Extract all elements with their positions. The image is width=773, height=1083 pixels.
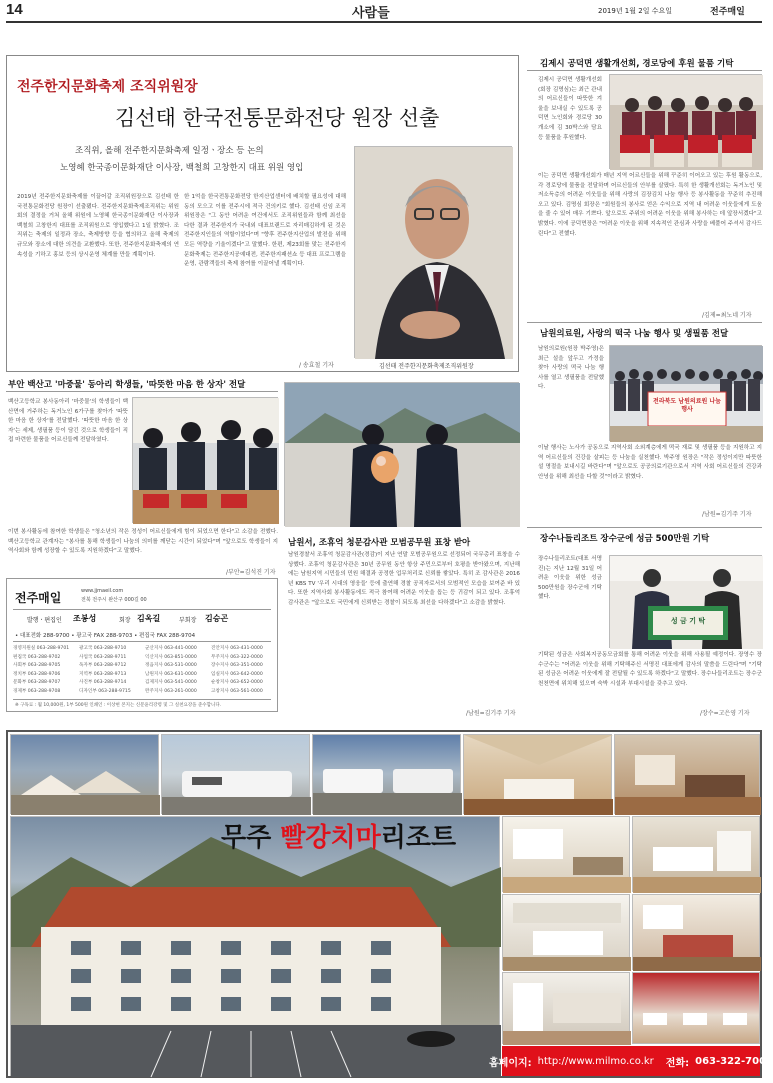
masthead-vice: 김승곤 — [205, 614, 229, 623]
masthead-rule-1 — [13, 609, 271, 610]
police-photo — [284, 382, 519, 526]
namwon-col1: 남원의료원(원장 박주영)은 최근 설을 앞두고 가정을 찾아 사랑의 떡국 나눔 행사를 열고 생필품을 전달했다. — [538, 346, 604, 391]
masthead-logo: 전주매일 — [15, 591, 62, 605]
festival-byline: / 송효철 기자 — [299, 362, 334, 369]
ad-thumb-glamping — [10, 734, 159, 814]
festival-col1: 2019년 전주한지문화축제를 이끌어갈 조직위원장으로 김선태 한국전통문화전당 원장이 선출됐다. 전주한지문화축제조직위는 위원회의 결정을 거쳐 올해 위원에 노영혜 한국종이문화재단 이사장과 백철희 고창한지 대표를 조직위원으로 영입했다고 1일 밝혔다. 조직위는 축제의 일정과 장소, 축제방향 등을 협의하고 올해 축제의 규모와 장소에 대한 의견을 교환했다. 또한, 전주한지문화축제의 연속성을 기하고 홍보 등의 상시운영 체계를 만들 계획이다. — [17, 194, 179, 258]
jangsu-title: 장수나들리조트 장수군에 성금 500만원 기탁 — [540, 534, 710, 544]
ad-brand-red: 빨강치마 — [280, 823, 381, 853]
festival-sub2: 노영혜 한국종이문화재단 이사장, 백철희 고창한지 대표 위원 영입 — [60, 163, 304, 173]
namwon-byline: /남원=김기주 기자 — [702, 511, 752, 518]
ad-thumb-caravan-2 — [312, 734, 461, 814]
festival-box — [6, 55, 519, 372]
buan-title-rule — [6, 391, 278, 392]
ad-contact-bar — [489, 1046, 773, 1076]
gimje-photo — [609, 74, 762, 169]
jangsu-col1: 장수나들리조트(대표 서명진)는 지난 12월 31일 어려운 이웃을 위한 성금 500만원을 장수군에 기탁했다. — [538, 556, 602, 601]
namwon-title: 남원의료원, 사랑의 떡국 나눔 행사 및 생필품 전달 — [540, 329, 729, 339]
resort-ad — [6, 730, 773, 1078]
masthead-web: www.jjmaeil.com — [81, 588, 124, 594]
jangsu-photo — [609, 555, 762, 648]
festival-sub1: 조직위, 올해 전주한지문화축제 일정ㆍ장소 등 논의 — [75, 146, 264, 156]
ad-brand-pre: 무주 — [221, 823, 272, 853]
masthead-chair: 김옥길 — [137, 614, 161, 623]
portrait-figure — [355, 147, 513, 359]
buan-byline: /부안=김석진 기자 — [226, 569, 276, 576]
ad-thumb-room-1 — [614, 734, 760, 814]
buan-col2: 이번 봉사활동에 참여한 학생들은 "청소년의 작은 정성이 어르신들에게 힘이 되었으면 한다"고 소감을 전했다. 백산고등학교 관계자는 "봉사를 통해 학생들이 나눔의 의미를 깨닫는 시간이 되었다"며 "앞으로도 학생들이 지역사회와 함께 성장할 수 있도록 지원하겠다"고 말했다. — [8, 529, 278, 555]
gimje-col1: 김제시 공덕면 생활개선회(회장 김명심)는 최근 관내의 어르신들이 따뜻한 겨울을 보내실 수 있도록 공덕면 노인회와 경로당 30개소에 김 30박스와 담요 등 물품을 후원했다. — [538, 77, 602, 141]
group-donation-figure — [610, 75, 763, 170]
gimje-title: 김제시 공덕면 생활개선회, 경로당에 후원 물품 기탁 — [540, 59, 734, 69]
gimje-title-rule — [527, 70, 762, 71]
page-number: 14 — [6, 1, 23, 18]
masthead-dir-2: 광고국 063-288-9710 사업국 063-288-9711 독자부 063-288-9712 지역부 063-288-9713 사진부 063-288-9714 디자인부 063-288-9715 — [79, 646, 131, 694]
issue-date: 2019년 1월 2일 수요일 — [598, 7, 672, 15]
ad-brand-post: 리조트 — [380, 823, 457, 853]
ad-web-label: 홈페이지: — [489, 1057, 532, 1069]
gimje-byline: /김제=최노네 기자 — [702, 312, 752, 319]
header-rule — [6, 21, 762, 23]
jangsu-byline: /장수=고은영 기자 — [700, 710, 750, 717]
jangsu-board: 성 금 기 탁 — [670, 617, 706, 625]
jangsu-col2: 기탁된 성금은 사회복지공동모금회를 통해 어려운 이웃을 위해 사용될 예정이다. 장영수 장수군수는 "어려운 이웃을 위해 기탁해주신 서명진 대표에게 감사의 말씀을 드린다"며 "기탁된 성금은 어려운 이웃에게 잘 전달될 수 있도록 하겠다"고 말했다. 장수나들리조트는 장수군 천천면에 위치해 있으며 숙박 시설과 부대시설을 갖추고 있다. — [538, 652, 762, 687]
ad-brand — [221, 817, 456, 854]
gimje-col2: 이는 공덕면 생활개선회가 매년 지역 어르신들을 위해 꾸준히 이어오고 있는 후원 활동으로, 각 경로당에 물품을 전달하며 어르신들의 안부를 살폈다. 특히 한 생활개선회는 독거노인 및 저소득층의 어려운 이웃들을 위해 사랑의 김장김치 나눔 행사 등 봉사활동을 꾸준히 추진해오고 있다. 김명심 회장은 "회원들의 봉사로 얻은 수익으로 지역 내 어려운 이웃들에게 도움을 줄 수 있어 매우 기쁘다. 앞으로도 주위의 어려운 이웃을 위해 봉사하는 데 앞장서겠다"고 밝혔다. 이에 공덕면장은 "어려운 이웃을 위해 지속적인 관심과 사랑을 베풀어 주셔서 감사드린다"고 전했다. — [538, 173, 762, 237]
masthead-dir-3: 군산지사 063-441-0000 익산지사 063-851-0000 정읍지사 063-531-0000 남원지사 063-631-0000 김제지사 063-541-0000 완주지사 063-261-0000 — [145, 646, 197, 694]
group-event-figure — [610, 346, 763, 442]
right-divider-1 — [527, 322, 762, 323]
namwon-photo — [609, 345, 762, 441]
festival-headline: 김선태 한국전통문화전당 원장 선출 — [115, 106, 440, 130]
masthead-rule-2 — [13, 641, 271, 642]
masthead-chair-label: 회장 — [119, 617, 131, 624]
masthead-footer: ※ 구독료 : 월 10,000원, 1부 500원 인쇄인 : 이상현 본지는 신문윤리강령 및 그 실천요강을 준수합니다. — [15, 703, 222, 708]
donation-handover-figure — [610, 556, 763, 649]
namwon-banner: 전라북도 남원의료원 나눔행사 — [653, 398, 721, 413]
masthead-contacts: • 대표전화 288-9700 • 광고국 FAX 288-9703 • 편집국 FAX 288-9704 — [15, 633, 196, 639]
police-byline: /남원=김기주 기자 — [466, 710, 516, 717]
ad-thumb-room-5 — [632, 894, 760, 970]
students-figure — [133, 398, 279, 524]
ad-tel-label: 전화: — [665, 1057, 690, 1069]
masthead-dir-1: 경영지원실 063-288-9701 편집국 063-288-9702 사회부 063-288-9705 정치부 063-288-9706 문화부 063-288-9707 경제부 063-288-9708 — [13, 646, 70, 694]
festival-photo — [354, 146, 512, 358]
ad-tel: 063-322-7000 — [695, 1055, 773, 1067]
festival-col2: 한 1억을 한국전통문화전당 한지산업센터에 배치할 필요성에 대해 동의 모으고 이를 전주시에 적극 건의키로 했다. 김선태 신임 조직위원장은 "그 동안 어려운 여건에서도 조직위원들과 함께 최선을 다한 결과 전주한지가 국내외 대표브랜드로 자리매김하게 된 것은 전주한지인들의 역할이었다"며 "향후 전주한지산업의 발전을 위해 모든 역량을 기울이겠다"고 말했다. 한편, 제23회를 맞는 전주한지문화축제는 전주한지공예대전, 전주한지패션쇼 등 대표 프로그램을 운영, 관람객들의 축제 참여를 이끌어낼 계획이다. — [184, 194, 346, 268]
masthead-vice-label: 부회장 — [179, 617, 197, 624]
masthead-publisher: 조봉성 — [73, 614, 97, 623]
ad-thumb-room-3 — [632, 816, 760, 892]
namwon-col2: 이날 행사는 노사가 공동으로 지역사회 소외계층에게 떡국 재료 및 생필품 등을 지원하고 지역 어르신들의 건강을 살피는 등 나눔을 실천했다. 박주영 원장은 "작은 정성이지만 따뜻한 설 명절을 보내시길 바란다"며 "앞으로도 공공의료기관으로서 지역 사회 어르신들의 건강과 안녕을 위해 최선을 다할 것"이라고 밝혔다. — [538, 445, 762, 480]
police-body: 남원경찰서 조휴억 청문감사관(경감)이 지난 연말 모범공무원으로 선정되어 국무총리 표창을 수상했다. 조휴억 청문감사관은 30년 공무원 동안 항상 주민으로부터 호평을 받아왔으며, 지난해에는 남원지역 시민들의 민원 해결과 공정한 업무처리로 신뢰를 쌓았다. 특히 조 감사관은 2016년 KBS TV '우리 시대의 영웅들' 등에 출연해 경찰 공직자로서의 모범적인 모습을 보여준 바 있다. 또한 지역사회 봉사활동에도 적극 참여해 어려운 이웃을 돕는 등 귀감이 되고 있다. 조휴억 감사관은 "앞으로도 국민에게 신뢰받는 경찰이 되도록 최선을 다하겠다"고 소감을 밝혔다. — [288, 552, 520, 606]
award-ceremony-figure — [285, 383, 520, 527]
masthead-rule-3 — [13, 699, 271, 700]
festival-kicker: 전주한지문화축제 조직위원장 — [17, 79, 198, 95]
ad-thumb-restaurant — [632, 972, 760, 1044]
buan-photo — [132, 397, 278, 523]
police-title: 남원서, 조휴억 청문감사관 모범공무원 표창 받아 — [288, 538, 471, 548]
masthead-box — [6, 578, 278, 712]
right-divider-2 — [527, 527, 762, 528]
ad-thumb-room-2 — [502, 816, 630, 892]
ad-web-link[interactable]: http://www.milmo.co.kr — [537, 1055, 654, 1067]
section-title: 사람들 — [352, 6, 390, 21]
buan-title: 부안 백산고 '마중물' 동아리 학생들, '따뜻한 마음 한 상자' 전달 — [8, 380, 246, 390]
buan-col1: 백산고등학교 봉사동아리 '마중물'의 학생들이 백산면에 거주하는 독거노인 6가구를 찾아가 '따뜻한 마음 한 상자'를 전달했다. '따뜻한 마음 한 상자'는 세제, 생필품 등이 담긴 것으로 학생들이 직접 마련한 물품을 어르신들께 전달하였다. — [8, 399, 128, 444]
ad-thumb-room-4 — [502, 894, 630, 970]
masthead-publisher-label: 발행ㆍ편집인 — [27, 617, 62, 624]
masthead-address: 전북 전주시 완산구 000길 00 — [81, 597, 147, 603]
paper-name: 전주매일 — [710, 7, 745, 17]
ad-thumb-kitchen — [502, 972, 630, 1044]
masthead-dir-4: 진안지사 063-431-0000 무주지사 063-322-0000 장수지사 063-351-0000 임실지사 063-642-0000 순창지사 063-652-0000 고창지사 063-561-0000 — [211, 646, 263, 694]
ad-thumb-tent-interior — [463, 734, 612, 814]
ad-thumb-caravan-1 — [161, 734, 310, 814]
ad-main-photo — [10, 816, 500, 1076]
festival-caption: 김선태 전주한지문화축제조직위원장 — [379, 363, 474, 370]
